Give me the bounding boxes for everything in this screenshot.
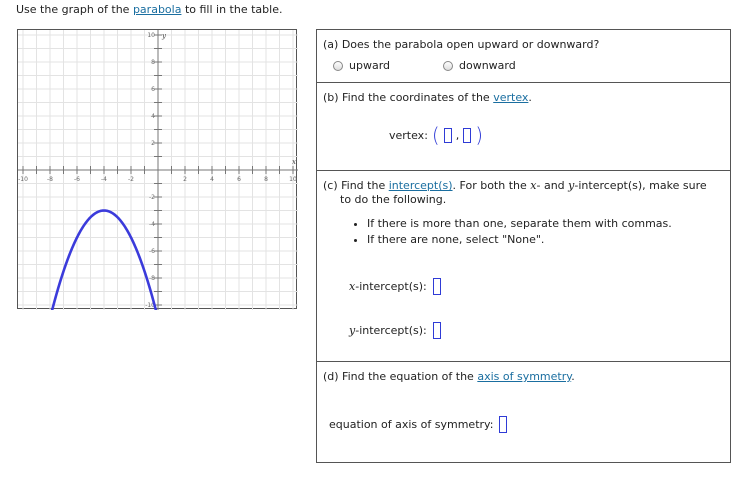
y-tick-label: -2 bbox=[149, 194, 155, 201]
x-variable: x bbox=[349, 280, 356, 293]
axis-input[interactable] bbox=[499, 416, 507, 433]
y-tick-label: 4 bbox=[151, 113, 155, 120]
y-intercept-label bbox=[349, 324, 427, 337]
part-b-text: (b) Find the coordinates of the bbox=[323, 91, 494, 104]
y-variable: y bbox=[349, 324, 356, 337]
y-axis-label: y bbox=[162, 32, 166, 40]
y-tick-label: -8 bbox=[149, 275, 155, 282]
x-tick-label: 10 bbox=[289, 176, 297, 183]
parabola-graph bbox=[17, 29, 297, 309]
vertex-label: vertex: bbox=[389, 128, 428, 142]
x-intercept-label-text: -intercept(s): bbox=[355, 280, 427, 293]
y-variable: y bbox=[568, 179, 575, 192]
part-b-question bbox=[323, 91, 532, 104]
parabola-link[interactable]: parabola bbox=[132, 3, 182, 16]
part-c-question bbox=[323, 179, 726, 249]
y-tick-label: -4 bbox=[149, 221, 155, 228]
part-d-question bbox=[323, 370, 575, 383]
x-tick-label: 6 bbox=[237, 176, 241, 183]
x-axis-label: x bbox=[292, 158, 296, 166]
vertex-link[interactable]: vertex bbox=[493, 91, 529, 104]
instruction-list bbox=[351, 217, 726, 247]
vertex-x-input[interactable] bbox=[444, 128, 452, 143]
part-c-text: (c) Find the bbox=[323, 179, 389, 192]
graph-canvas bbox=[18, 30, 298, 310]
part-a-question: (a) Does the parabola open upward or downward? bbox=[323, 38, 600, 51]
y-tick-label: 2 bbox=[151, 140, 155, 147]
part-c-text-3: - and bbox=[536, 179, 569, 192]
part-b-period: . bbox=[528, 91, 532, 104]
axis-of-symmetry-link[interactable]: axis of symmetry bbox=[477, 370, 572, 383]
x-intercept-input[interactable] bbox=[433, 278, 441, 295]
vertex-answer bbox=[389, 123, 483, 147]
x-tick-label: -4 bbox=[101, 176, 107, 183]
x-tick-label: 8 bbox=[264, 176, 268, 183]
y-tick-label: -6 bbox=[149, 248, 155, 255]
x-intercept-label bbox=[349, 280, 427, 293]
part-d-text: (d) Find the equation of the bbox=[323, 370, 478, 383]
vertex-open-paren: ( bbox=[431, 123, 440, 147]
question-table bbox=[316, 29, 731, 463]
y-intercept-input[interactable] bbox=[433, 322, 441, 339]
intercepts-link[interactable]: intercept(s) bbox=[388, 179, 453, 192]
part-c-text-2: . For both the bbox=[452, 179, 531, 192]
y-intercept-label-text: -intercept(s): bbox=[355, 324, 427, 337]
x-tick-label: -8 bbox=[47, 176, 53, 183]
part-c-text-4: -intercept(s), make sure bbox=[574, 179, 707, 192]
y-tick-label: 10 bbox=[147, 32, 155, 39]
instruction-item: • If there is more than one, separate them with commas. bbox=[367, 217, 726, 231]
option-downward-label: downward bbox=[459, 59, 516, 72]
x-tick-label: -10 bbox=[18, 176, 28, 183]
part-c-line-2: to do the following. bbox=[340, 193, 447, 206]
part-b-cell bbox=[317, 83, 730, 171]
option-upward[interactable] bbox=[333, 59, 390, 72]
option-upward-label: upward bbox=[349, 59, 391, 72]
radio-upward[interactable] bbox=[333, 61, 343, 71]
axis-label: equation of axis of symmetry: bbox=[329, 418, 494, 431]
y-tick-label: -10 bbox=[145, 302, 155, 309]
y-tick-label: 6 bbox=[151, 86, 155, 93]
axis-answer bbox=[329, 416, 507, 433]
option-downward[interactable] bbox=[443, 59, 516, 72]
instruction-item: • If there are none, select "None". bbox=[367, 233, 726, 247]
x-intercept-answer bbox=[349, 278, 441, 295]
instructions bbox=[16, 3, 282, 16]
x-tick-label: 2 bbox=[183, 176, 187, 183]
vertex-y-input[interactable] bbox=[463, 128, 471, 143]
x-tick-label: -6 bbox=[74, 176, 80, 183]
vertex-comma: , bbox=[455, 128, 460, 142]
x-tick-label: -2 bbox=[128, 176, 134, 183]
part-c-cell bbox=[317, 171, 730, 362]
radio-downward[interactable] bbox=[443, 61, 453, 71]
y-intercept-answer bbox=[349, 322, 441, 339]
instructions-text-end: to fill in the table. bbox=[181, 3, 283, 16]
x-variable: x bbox=[530, 179, 537, 192]
vertex-close-paren: ) bbox=[475, 123, 484, 147]
y-tick-label: 8 bbox=[151, 59, 155, 66]
part-a-cell bbox=[317, 30, 730, 83]
part-d-period: . bbox=[571, 370, 575, 383]
instructions-text: Use the graph of the bbox=[16, 3, 133, 16]
x-tick-label: 4 bbox=[210, 176, 214, 183]
part-d-cell bbox=[317, 362, 730, 462]
